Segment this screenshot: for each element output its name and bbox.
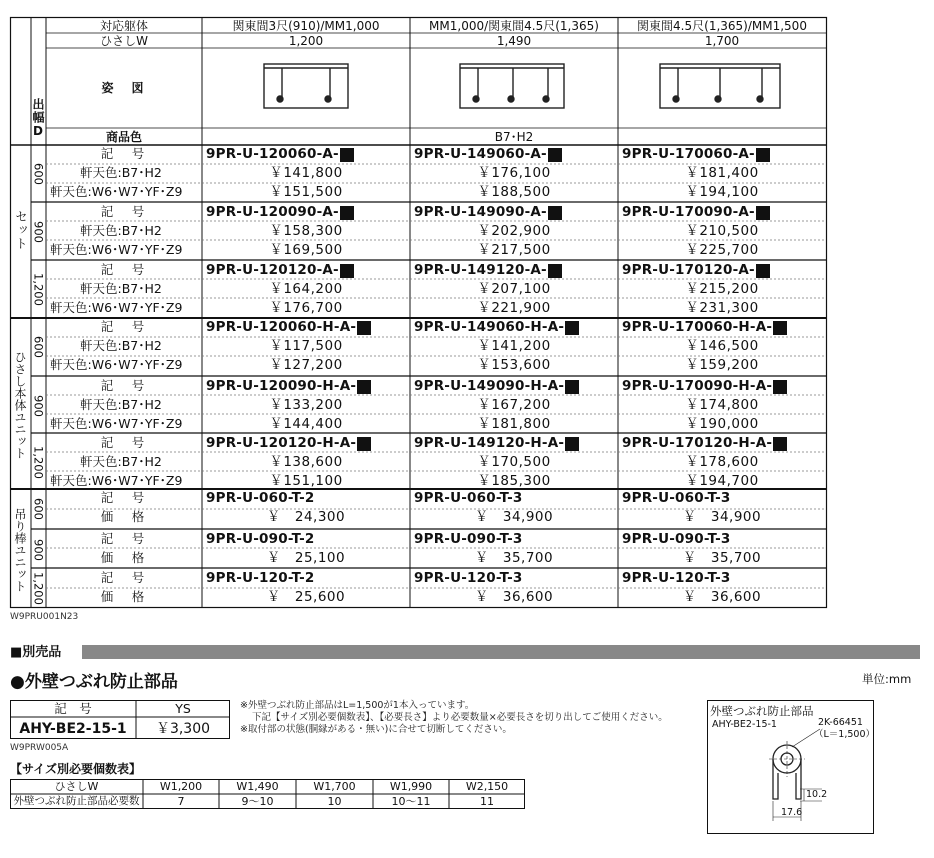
product-code-text: 9PR-U-149090-A- [414, 203, 547, 220]
price-b7: ￥164,200 [269, 280, 343, 297]
color-placeholder-mark [773, 380, 787, 394]
price-w6: ￥144,400 [269, 415, 343, 432]
group-hanger-label: 吊り棒ユニット [13, 508, 27, 592]
price-label: 価 格 [100, 550, 148, 566]
product-code [206, 434, 408, 453]
color-placeholder-mark [340, 206, 354, 220]
product-code [414, 489, 616, 508]
product-code-text: 9PR-U-149060-H-A- [414, 318, 565, 335]
product-code [206, 489, 408, 508]
product-code-text: 9PR-U-060-T-2 [206, 489, 315, 506]
product-code-text: 9PR-U-120120-H-A- [206, 434, 357, 451]
symbol-label: 記 号 [100, 435, 148, 451]
header-frame-label: 対応躯体 [99, 18, 148, 33]
part-ref: W9PRW005A [10, 743, 69, 753]
color-placeholder-mark [756, 206, 770, 220]
symbol-label: 記 号 [100, 204, 148, 220]
section-bar [10, 645, 920, 659]
symbol-label: 記 号 [100, 531, 148, 547]
size-width: W1,200 [159, 780, 203, 793]
header-color-label: 商品色 [105, 129, 142, 144]
section-label: ■別売品 [10, 644, 62, 660]
product-code [414, 203, 616, 222]
price: ￥ 36,600 [474, 588, 554, 605]
noki-b7-label: 軒天色:B7･H2 [80, 165, 162, 181]
product-code-text: 9PR-U-149120-H-A- [414, 434, 565, 451]
diagram-part-no: 2K-66451 [818, 717, 863, 729]
col2-frame: MM1,000/関東間4.5尺(1,365) [429, 18, 599, 33]
noki-b7-label: 軒天色:B7･H2 [80, 454, 162, 470]
symbol-label: 記 号 [100, 262, 148, 278]
price-w6: ￥194,100 [685, 183, 759, 200]
product-code [622, 145, 824, 164]
product-code [622, 377, 824, 396]
depth-label: 出幅D [31, 97, 45, 139]
color-placeholder-mark [756, 264, 770, 278]
size-head-width: ひさしW [54, 780, 99, 793]
price: ￥ 34,900 [474, 508, 554, 525]
price-w6: ￥153,600 [477, 356, 551, 373]
color-placeholder-mark [565, 321, 579, 335]
symbol-label: 記 号 [100, 146, 148, 162]
product-code [206, 145, 408, 164]
color-placeholder-mark [548, 148, 562, 162]
color-placeholder-mark [548, 264, 562, 278]
col1-frame: 関東間3尺(910)/MM1,000 [232, 18, 380, 33]
product-code-text: 9PR-U-090-T-2 [206, 530, 315, 547]
depth-value: 1,200 [31, 572, 46, 605]
noki-w6-label: 軒天色:W6･W7･YF･Z9 [50, 242, 183, 258]
price-w6: ￥231,300 [685, 299, 759, 316]
product-code [414, 377, 616, 396]
price-b7: ￥207,100 [477, 280, 551, 297]
price-b7: ￥141,800 [269, 164, 343, 181]
symbol-label: 記 号 [100, 378, 148, 394]
price-w6: ￥151,500 [269, 183, 343, 200]
color-placeholder-mark [340, 264, 354, 278]
size-width: W1,490 [236, 780, 279, 793]
price: ￥ 35,700 [682, 549, 762, 566]
size-width: W2,150 [465, 780, 509, 793]
depth-value: 1,200 [31, 273, 46, 306]
unit-label: 単位:mm [862, 672, 912, 687]
product-code-text: 9PR-U-090-T-3 [622, 530, 731, 547]
group-body-label: ひさし本体ユニット [13, 351, 27, 459]
price-w6: ￥225,700 [685, 241, 759, 258]
noki-w6-label: 軒天色:W6･W7･YF･Z9 [50, 357, 183, 373]
color-placeholder-mark [340, 148, 354, 162]
table-ref: W9PRU001N23 [10, 611, 79, 622]
depth-value: 900 [31, 394, 46, 417]
product-code-text: 9PR-U-120060-H-A- [206, 318, 357, 335]
note-2: 下記【サイズ別必要個数表】、【必要長さ】より必要数量×必要長さを切り出してご使用ください。 [252, 712, 668, 724]
size-count: 7 [177, 795, 185, 808]
size-width: W1,990 [389, 780, 433, 793]
product-code-text: 9PR-U-060-T-3 [414, 489, 523, 506]
price-b7: ￥117,500 [269, 337, 343, 354]
noki-b7-label: 軒天色:B7･H2 [80, 397, 162, 413]
color-value: B7･H2 [494, 129, 534, 144]
color-placeholder-mark [773, 321, 787, 335]
product-code-text: 9PR-U-120-T-2 [206, 569, 315, 586]
noki-b7-label: 軒天色:B7･H2 [80, 338, 162, 354]
color-placeholder-mark [773, 437, 787, 451]
price-b7: ￥215,200 [685, 280, 759, 297]
product-code-text: 9PR-U-120060-A- [206, 145, 339, 162]
product-code-text: 9PR-U-120-T-3 [414, 569, 523, 586]
price-w6: ￥190,000 [685, 415, 759, 432]
price-w6: ￥176,700 [269, 299, 343, 316]
color-placeholder-mark [357, 380, 371, 394]
diagram-dim-w: 17.6 [781, 806, 803, 818]
symbol-label: 記 号 [100, 490, 148, 506]
product-code [206, 569, 408, 588]
price: ￥ 25,100 [266, 549, 346, 566]
product-code-text: 9PR-U-149090-H-A- [414, 377, 565, 394]
canopy-figures [264, 64, 780, 108]
size-count: 10〜11 [391, 795, 431, 808]
price-b7: ￥210,500 [685, 222, 759, 239]
noki-b7-label: 軒天色:B7･H2 [80, 223, 162, 239]
price-b7: ￥176,100 [477, 164, 551, 181]
part-title: ●外壁つぶれ防止部品 [10, 671, 178, 692]
diagram-code: AHY-BE2-15-1 [712, 719, 777, 731]
product-code-text: 9PR-U-090-T-3 [414, 530, 523, 547]
product-code-text: 9PR-U-060-T-3 [622, 489, 731, 506]
depth-value: 900 [31, 220, 46, 243]
size-count: 11 [480, 795, 494, 808]
product-code-text: 9PR-U-170120-H-A- [622, 434, 773, 451]
price-b7: ￥174,800 [685, 396, 759, 413]
price-b7: ￥178,600 [685, 453, 759, 470]
product-code-text: 9PR-U-149120-A- [414, 261, 547, 278]
price-w6: ￥127,200 [269, 356, 343, 373]
depth-value: 600 [31, 497, 46, 520]
price-b7: ￥170,500 [477, 453, 551, 470]
symbol-label: 記 号 [100, 570, 148, 586]
depth-value: 600 [31, 162, 46, 185]
product-code-text: 9PR-U-120120-A- [206, 261, 339, 278]
col3-width: 1,700 [704, 33, 740, 48]
price-label: 価 格 [100, 589, 148, 605]
symbol-label: 記 号 [100, 319, 148, 335]
price-w6: ￥169,500 [269, 241, 343, 258]
diagram-dim-h: 10.2 [806, 788, 828, 800]
header-figure-label: 姿 図 [101, 81, 147, 95]
product-code [622, 203, 824, 222]
price-b7: ￥133,200 [269, 396, 343, 413]
price-w6: ￥194,700 [685, 472, 759, 489]
part-ys-head: YS [175, 701, 191, 717]
size-count: 9〜10 [241, 795, 274, 808]
price-w6: ￥181,800 [477, 415, 551, 432]
diagram-title: 外壁つぶれ防止部品 [710, 703, 814, 718]
product-code [414, 434, 616, 453]
product-code [206, 530, 408, 549]
diagram-length: （L＝1,500） [814, 729, 875, 741]
product-code-text: 9PR-U-170090-A- [622, 203, 755, 220]
noki-b7-label: 軒天色:B7･H2 [80, 281, 162, 297]
product-code [414, 569, 616, 588]
price-w6: ￥159,200 [685, 356, 759, 373]
product-code-text: 9PR-U-170060-H-A- [622, 318, 773, 335]
product-code [206, 261, 408, 280]
product-code [622, 318, 824, 337]
size-table-title: 【サイズ別必要個数表】 [10, 762, 142, 776]
product-code [414, 145, 616, 164]
product-code-text: 9PR-U-170120-A- [622, 261, 755, 278]
price: ￥ 24,300 [266, 508, 346, 525]
product-code [622, 489, 824, 508]
col3-frame: 関東間4.5尺(1,365)/MM1,500 [637, 18, 807, 33]
product-code-text: 9PR-U-170060-A- [622, 145, 755, 162]
price-w6: ￥151,100 [269, 472, 343, 489]
col1-width: 1,200 [288, 33, 324, 48]
price: ￥ 35,700 [474, 549, 554, 566]
product-code [622, 530, 824, 549]
product-code [622, 261, 824, 280]
price: ￥ 36,600 [682, 588, 762, 605]
color-placeholder-mark [548, 206, 562, 220]
color-placeholder-mark [565, 437, 579, 451]
price-w6: ￥185,300 [477, 472, 551, 489]
noki-w6-label: 軒天色:W6･W7･YF･Z9 [50, 300, 183, 316]
product-code [414, 530, 616, 549]
price-w6: ￥221,900 [477, 299, 551, 316]
note-1: ※外壁つぶれ防止部品はL=1,500が1本入っています。 [240, 700, 475, 712]
price: ￥ 25,600 [266, 588, 346, 605]
product-code-text: 9PR-U-120-T-3 [622, 569, 731, 586]
product-code-text: 9PR-U-170090-H-A- [622, 377, 773, 394]
noki-w6-label: 軒天色:W6･W7･YF･Z9 [50, 473, 183, 489]
group-set-label: セット [13, 209, 29, 251]
product-code-text: 9PR-U-149060-A- [414, 145, 547, 162]
product-code-text: 9PR-U-120090-H-A- [206, 377, 357, 394]
product-code [622, 569, 824, 588]
part-code: AHY-BE2-15-1 [19, 720, 127, 737]
product-code [414, 318, 616, 337]
price-b7: ￥202,900 [477, 222, 551, 239]
header-width-label: ひさしW [100, 33, 148, 48]
depth-value: 900 [31, 538, 46, 561]
part-price: ￥3,300 [155, 720, 211, 737]
size-head-count: 外壁つぶれ防止部品必要数 [13, 795, 140, 808]
product-code [206, 377, 408, 396]
color-placeholder-mark [565, 380, 579, 394]
price-w6: ￥188,500 [477, 183, 551, 200]
product-code-text: 9PR-U-120090-A- [206, 203, 339, 220]
product-code [206, 318, 408, 337]
color-placeholder-mark [357, 437, 371, 451]
price-b7: ￥146,500 [685, 337, 759, 354]
price-w6: ￥217,500 [477, 241, 551, 258]
price: ￥ 34,900 [682, 508, 762, 525]
price-b7: ￥141,200 [477, 337, 551, 354]
size-width: W1,700 [313, 780, 356, 793]
price-b7: ￥158,300 [269, 222, 343, 239]
noki-w6-label: 軒天色:W6･W7･YF･Z9 [50, 184, 183, 200]
price-b7: ￥181,400 [685, 164, 759, 181]
color-placeholder-mark [357, 321, 371, 335]
price-b7: ￥167,200 [477, 396, 551, 413]
depth-value: 1,200 [31, 446, 46, 479]
note-3: ※取付部の状態(胴縁がある・無い)に合せて切断してください。 [240, 724, 512, 736]
product-code [622, 434, 824, 453]
price-b7: ￥138,600 [269, 453, 343, 470]
product-code [414, 261, 616, 280]
col2-width: 1,490 [496, 33, 532, 48]
part-code-head: 記 号 [54, 701, 92, 717]
depth-value: 600 [31, 335, 46, 358]
product-code [206, 203, 408, 222]
noki-w6-label: 軒天色:W6･W7･YF･Z9 [50, 416, 183, 432]
price-label: 価 格 [100, 509, 148, 525]
color-placeholder-mark [756, 148, 770, 162]
size-count: 10 [327, 795, 342, 808]
